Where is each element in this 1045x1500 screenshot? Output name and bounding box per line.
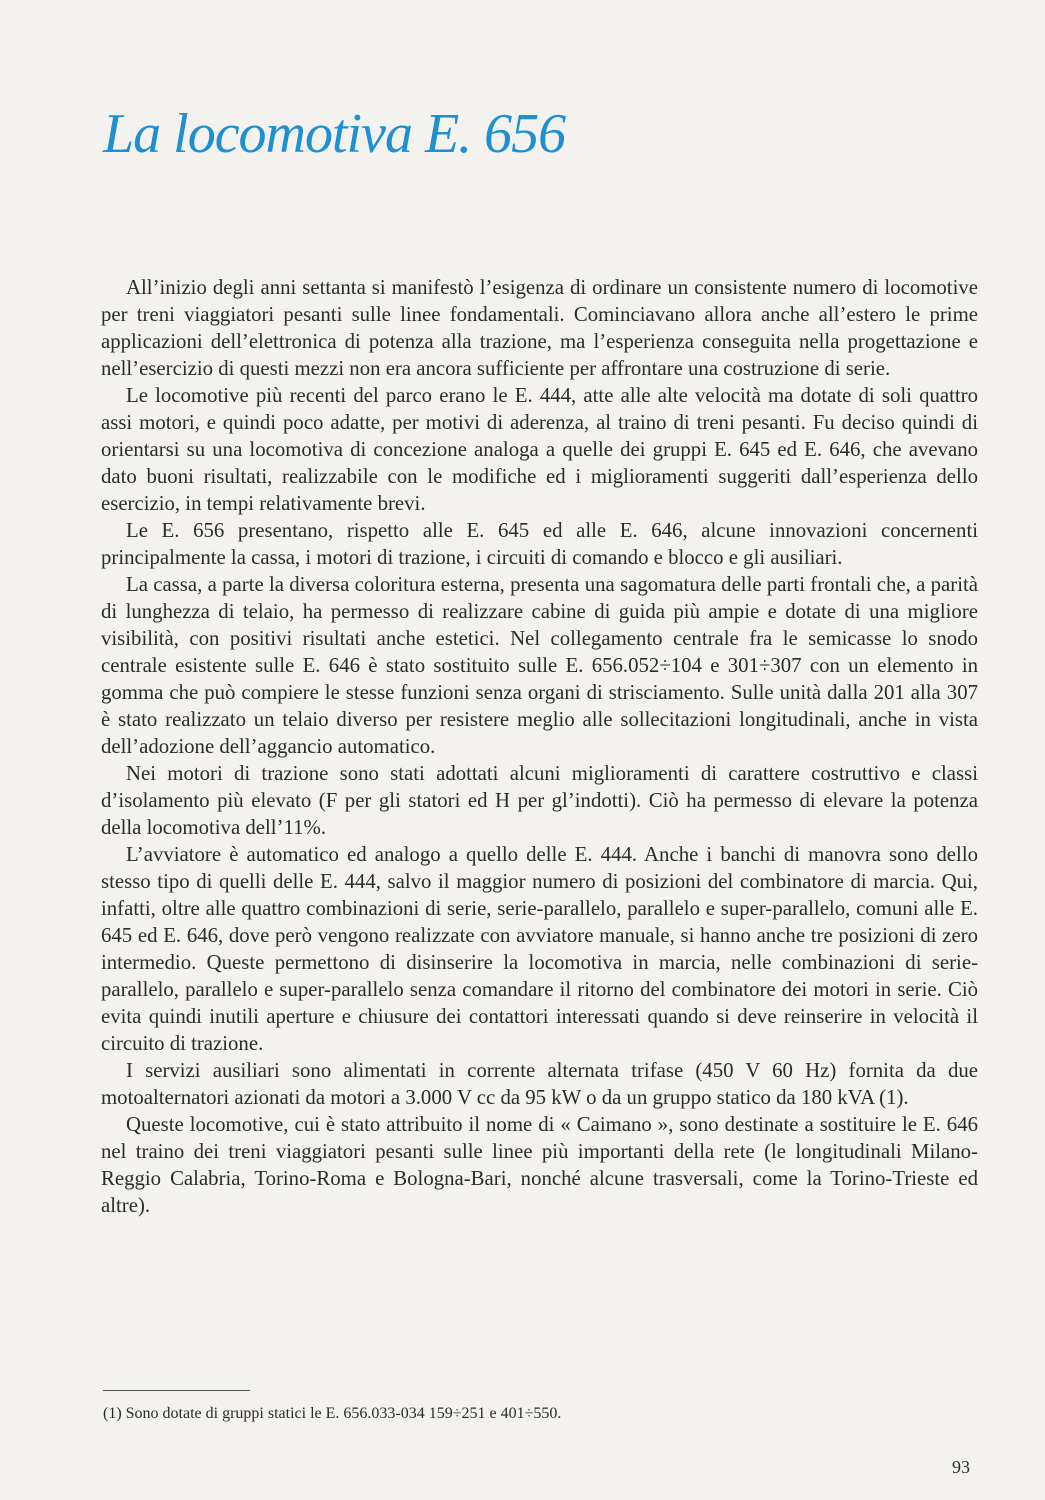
paragraph-8: Queste locomotive, cui è stato attribuito il nome di « Caimano », sono destinate a sostituire le E. 646 nel traino dei treni viaggiatori pesanti sulle linee più importanti della rete (le longitudinali Milano-Reggio Calabria, Torino-Roma e Bologna-Bari, nonché alcune trasversali, come la Torino-Trieste ed altre). [101,1113,978,1217]
paragraph-1: All’inizio degli anni settanta si manifestò l’esigenza di ordinare un consistente numero di locomotive per treni viaggiatori pesanti sulle linee fondamentali. Cominciavano allora anche all’estero le prime applicazioni dell’elettronica di potenza alla trazione, ma l’esperienza conseguita nella progettazione e nell’esercizio di questi mezzi non era ancora sufficiente per affrontare una costruzione di serie. [101,276,978,380]
paragraph-4: La cassa, a parte la diversa coloritura esterna, presenta una sagomatura delle parti frontali che, a parità di lunghezza di telaio, ha permesso di realizzare cabine di guida più ampie e dotate di una migliore visibilità, con positivi risultati anche estetici. Nel collegamento centrale fra le semicasse lo snodo centrale esistente sulle E. 646 è stato sostituito sulle E. 656.052÷104 e 301÷307 con un elemento in gomma che può compiere le stesse funzioni senza organi di strisciamento. Sulle unità dalla 201 alla 307 è stato realizzato un telaio diverso per resistere meglio alle sollecitazioni longitudinali, anche in vista dell’adozione dell’aggancio automatico. [101,573,978,758]
paragraph-3: Le E. 656 presentano, rispetto alle E. 645 ed alle E. 646, alcune innovazioni concernenti principalmente la cassa, i motori di trazione, i circuiti di comando e blocco e gli ausiliari. [101,519,978,569]
article-body [101,274,978,1219]
footnote: (1) Sono dotate di gruppi statici le E. 656.033-034 159÷251 e 401÷550. [103,1405,562,1422]
paragraph-5: Nei motori di trazione sono stati adottati alcuni miglioramenti di carattere costruttivo e classi d’isolamento più elevato (F per gli statori ed H per gl’indotti). Ciò ha permesso di elevare la potenza della locomotiva dell’11%. [101,762,978,839]
paragraph-2: Le locomotive più recenti del parco erano le E. 444, atte alle alte velocità ma dotate di soli quattro assi motori, e quindi poco adatte, per motivi di aderenza, al traino di treni pesanti. Fu deciso quindi di orientarsi su una locomotiva di concezione analoga a quelle dei gruppi E. 645 ed E. 646, che avevano dato buoni risultati, realizzabile con le modifiche ed i miglioramenti suggeriti dall’esperienza dello esercizio, in tempi relativamente brevi. [101,384,978,515]
page-number: 93 [952,1457,970,1477]
paragraph-7: I servizi ausiliari sono alimentati in corrente alternata trifase (450 V 60 Hz) fornita da due motoalternatori azionati da motori a 3.000 V cc da 95 kW o da un gruppo statico da 180 kVA (1). [101,1059,978,1109]
footnote-divider [103,1390,250,1391]
page-title: La locomotiva E. 656 [103,103,566,165]
paragraph-6: L’avviatore è automatico ed analogo a quello delle E. 444. Anche i banchi di manovra sono dello stesso tipo di quelli delle E. 444, salvo il maggior numero di posizioni del combinatore di marcia. Qui, infatti, oltre alle quattro combinazioni di serie, serie-parallelo, parallelo e super-parallelo, comuni alle E. 645 ed E. 646, dove però vengono realizzate con avviatore manuale, si hanno anche tre posizioni di zero intermedio. Queste permettono di disinserire la locomotiva in marcia, nelle combinazioni di serie-parallelo, parallelo e super-parallelo senza comandare il ritorno del combinatore dei motori in serie. Ciò evita quindi inutili aperture e chiusure dei contattori interessati quando si deve reinserire in velocità il circuito di trazione. [101,843,978,1055]
